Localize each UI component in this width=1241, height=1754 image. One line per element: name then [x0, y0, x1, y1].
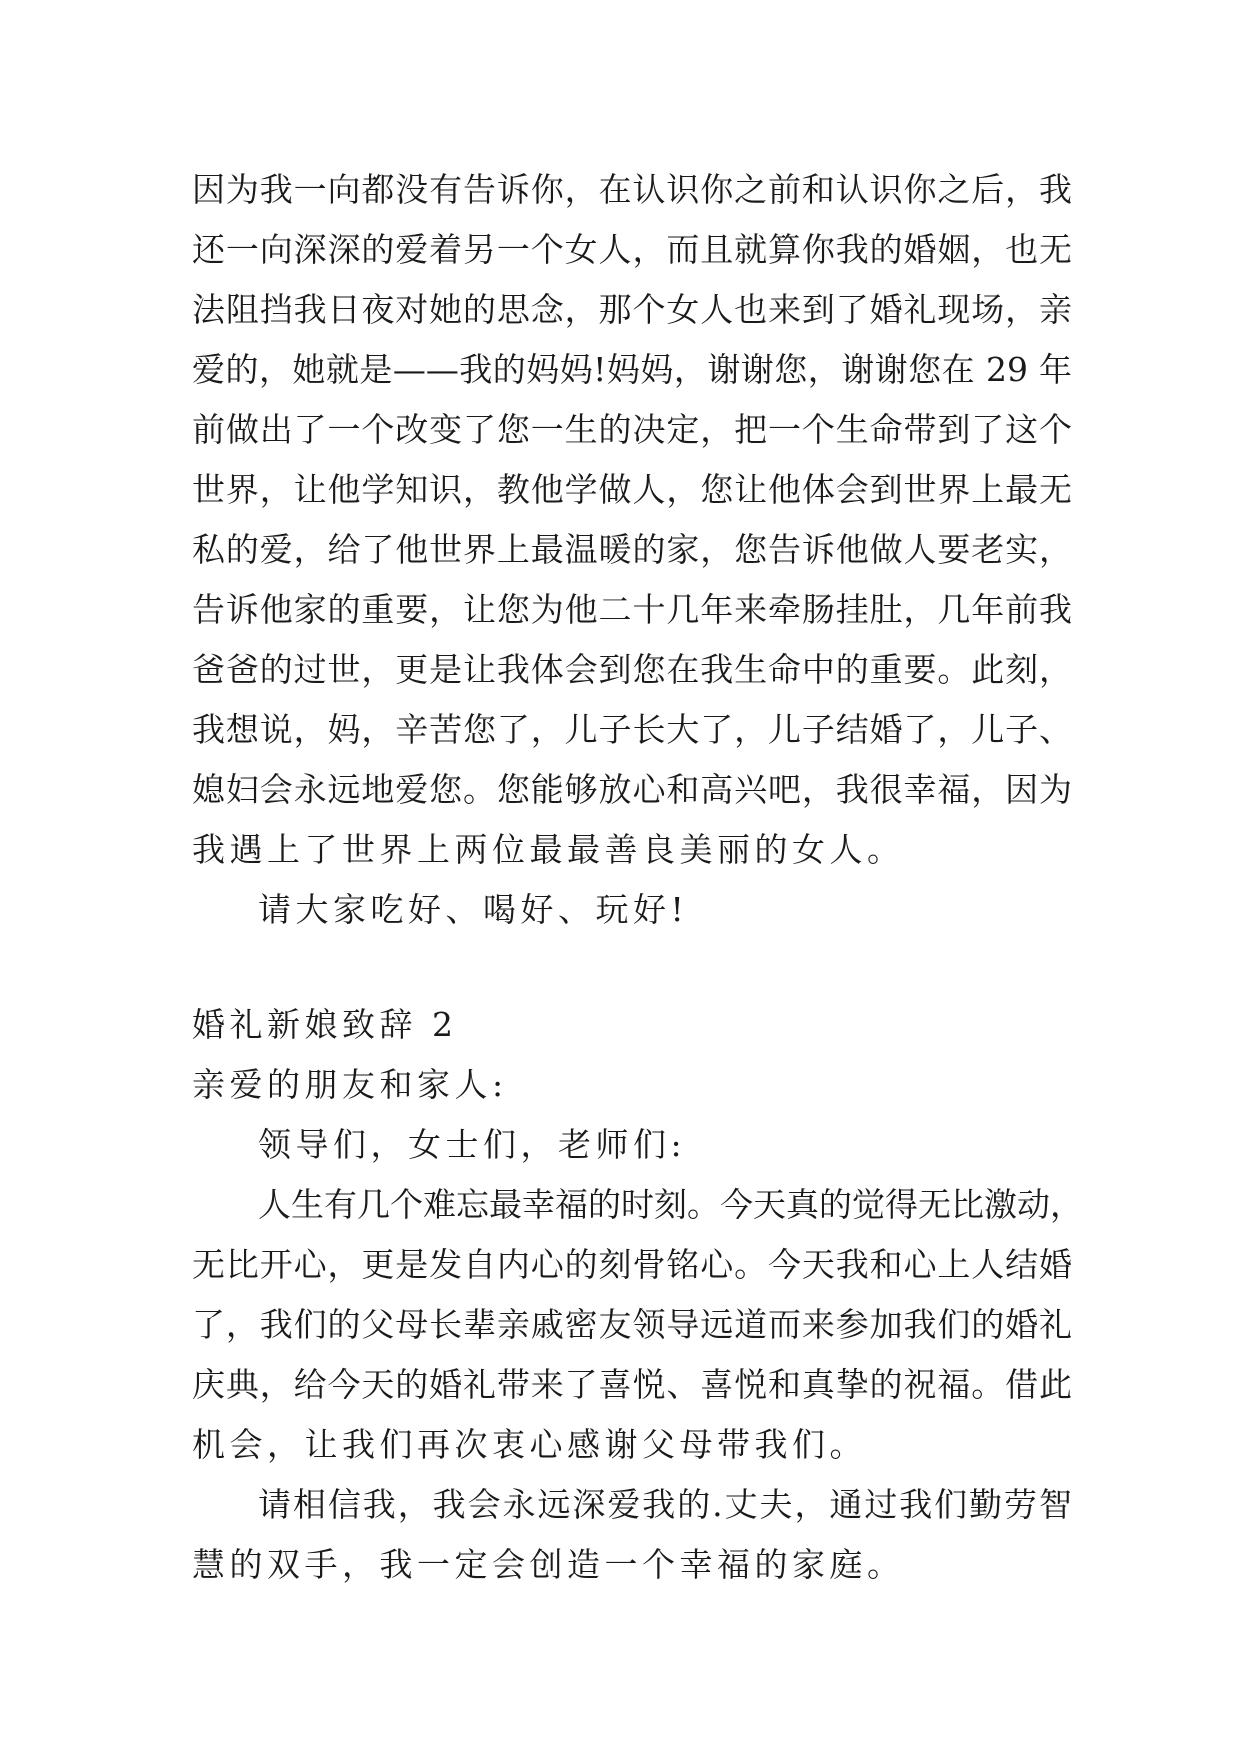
paragraph-line: 人生有几个难忘最幸福的时刻。今天真的觉得无比激动， [258, 1185, 1083, 1224]
speech-paragraph-2 [192, 1475, 1072, 1595]
paragraph-line: 私的爱，给了他世界上最温暖的家，您告诉他做人要老实， [192, 530, 1072, 569]
section-title: 婚礼新娘致辞 2 [192, 1005, 458, 1044]
paragraph-line: 爱的，她就是——我的妈妈!妈妈，谢谢您，谢谢您在 29 年 [192, 350, 1072, 389]
speech-paragraph-1 [192, 1175, 1083, 1475]
paragraph-line: 无比开心，更是发自内心的刻骨铭心。今天我和心上人结婚 [192, 1245, 1072, 1284]
paragraph-line: 媳妇会永远地爱您。您能够放心和高兴吧，我很幸福，因为 [192, 770, 1072, 809]
paragraph-line: 世界，让他学知识，教他学做人，您让他体会到世界上最无 [192, 470, 1072, 509]
paragraph-line: 我想说，妈，辛苦您了，儿子长大了，儿子结婚了，儿子、 [192, 710, 1072, 749]
paragraph-line: 庆典，给今天的婚礼带来了喜悦、喜悦和真挚的祝福。借此 [192, 1365, 1072, 1404]
paragraph-line: 还一向深深的爱着另一个女人，而且就算你我的婚姻，也无 [192, 230, 1072, 269]
paragraph-line: 请相信我，我会永远深爱我的.丈夫，通过我们勤劳智 [258, 1485, 1072, 1524]
paragraph-line: 我遇上了世界上两位最最善良美丽的女人。 [192, 830, 905, 869]
paragraph-line: 告诉他家的重要，让您为他二十几年来牵肠挂肚，几年前我 [192, 590, 1072, 629]
paragraph-line: 法阻挡我日夜对她的思念，那个女人也来到了婚礼现场，亲 [192, 290, 1072, 329]
paragraph-line: 爸爸的过世，更是让我体会到您在我生命中的重要。此刻， [192, 650, 1072, 689]
paragraph-line: 前做出了一个改变了您一生的决定，把一个生命带到了这个 [192, 410, 1072, 449]
continued-paragraph [192, 160, 1072, 880]
closing-line: 请大家吃好、喝好、玩好! [258, 890, 689, 929]
document-page [192, 160, 1083, 1595]
paragraph-line: 机会，让我们再次衷心感谢父母带我们。 [192, 1425, 867, 1464]
greeting: 领导们，女士们，老师们: [258, 1125, 687, 1164]
salutation: 亲爱的朋友和家人: [192, 1065, 508, 1104]
paragraph-line: 因为我一向都没有告诉你，在认识你之前和认识你之后，我 [192, 170, 1072, 209]
paragraph-line: 慧的双手，我一定会创造一个幸福的家庭。 [192, 1545, 905, 1584]
paragraph-line: 了，我们的父母长辈亲戚密友领导远道而来参加我们的婚礼 [192, 1305, 1072, 1344]
